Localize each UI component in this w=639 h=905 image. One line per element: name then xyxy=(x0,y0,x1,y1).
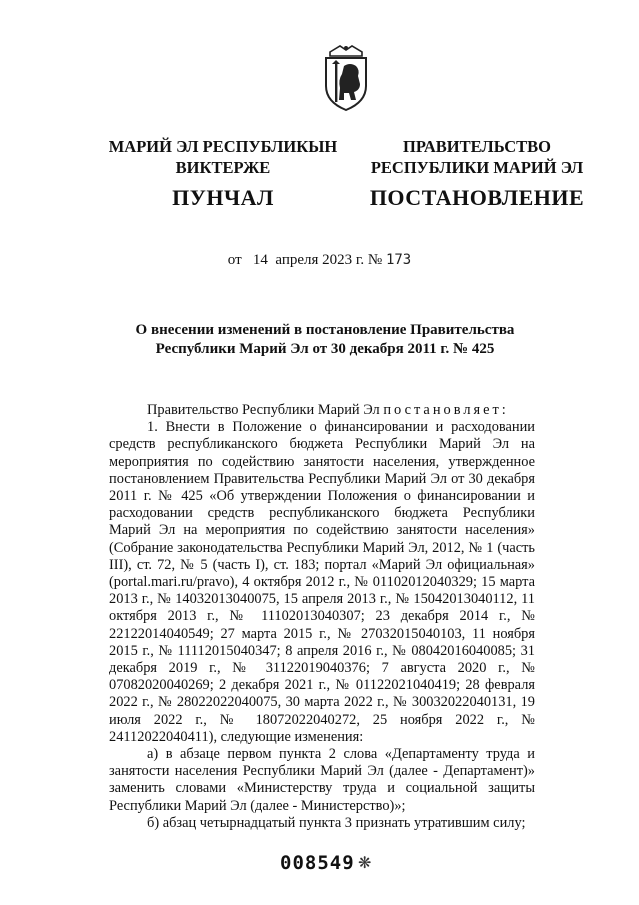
date-day: 14 xyxy=(252,252,268,268)
date-month-year: апреля 2023 г. № xyxy=(275,252,383,268)
document-date-line xyxy=(0,252,639,269)
paragraph-1: 1. Внести в Положение о финансировании и расходовании средств республиканского бюджета Республики Марий Эл на мероприятия по содействию занятости населения, утвержденное постановлением Правительства Республики Марий Эл от 30 декабря 2011 г. № 425 «Об утверждении Положения о финансировании и расходовании средств республиканского бюджета Республики Марий Эл на мероприятия по содействию занятости населения» (Собрание законодательства Республики Марий Эл, 2012, № 1 (часть III), ст. 72, № 5 (часть I), ст. 183; портал «Марий Эл официальная» (portal.mari.ru/pravo), 4 октября 2012 г., № 01102012040329; 15 марта 2013 г., № 14032013040075, 15 апреля 2013 г., № 15042013040112, 11 октября 2013 г., № 11102013040307; 23 декабря 2014 г., № 22122014040549; 27 марта 2015 г., № 27032015040103, 11 ноября 2015 г., № 11112015040347; 8 апреля 2016 г., № 08042016040085; 31 декабря 2019 г., № 31122019040376; 7 августа 2020 г., № 07082020040269; 2 декабря 2021 г., № 01122021040419; 28 февраля 2022 г., № 28022022040075, 30 марта 2022 г., № 30032022040131, 19 июля 2022 г., № 18072022040272, 25 ноября 2022 г., № 24112022040411), следующие изменения: xyxy=(109,419,535,745)
title-line2: Республики Марий Эл от 30 декабря 2011 г. № 425 xyxy=(155,341,495,357)
paragraph-b: б) абзац четырнадцатый пункта 3 признать утратившим силу; xyxy=(147,814,526,831)
header-left-line2: ВИКТЕРЖЕ xyxy=(175,158,271,177)
intro-decree-word: постановляет: xyxy=(383,402,509,418)
header-mari-block xyxy=(98,136,348,212)
intro-text: Правительство Республики Марий Эл xyxy=(147,402,384,418)
header-right-line2: РЕСПУБЛИКИ МАРИЙ ЭЛ xyxy=(370,158,584,177)
coat-of-arms-icon xyxy=(320,42,372,112)
header-right-line1: ПРАВИТЕЛЬСТВО xyxy=(403,137,551,156)
document-number: 173 xyxy=(385,252,412,268)
paragraph-a: а) в абзаце первом пункта 2 слова «Департаменту труда и занятости населения Республики Марий Эл (далее - Департамент)» заменить словами «Министерству труда и социальной защиты Республики Марий Эл (далее - Министерство)»; xyxy=(109,746,535,814)
header-left-line1: МАРИЙ ЭЛ РЕСПУБЛИКЫН xyxy=(108,137,338,156)
document-title xyxy=(110,321,540,359)
asterisk-stamp-icon: ❋ xyxy=(358,855,372,872)
serial-number: 008549 xyxy=(280,852,355,874)
document-body xyxy=(109,402,535,832)
title-line1: О внесении изменений в постановление Правительства xyxy=(135,322,515,338)
header-left-doctype: ПУНЧАЛ xyxy=(172,185,274,210)
intro-paragraph xyxy=(109,402,535,419)
header-russian-block xyxy=(352,136,602,212)
header-right-doctype: ПОСТАНОВЛЕНИЕ xyxy=(369,185,585,210)
date-prefix: от xyxy=(227,252,242,268)
